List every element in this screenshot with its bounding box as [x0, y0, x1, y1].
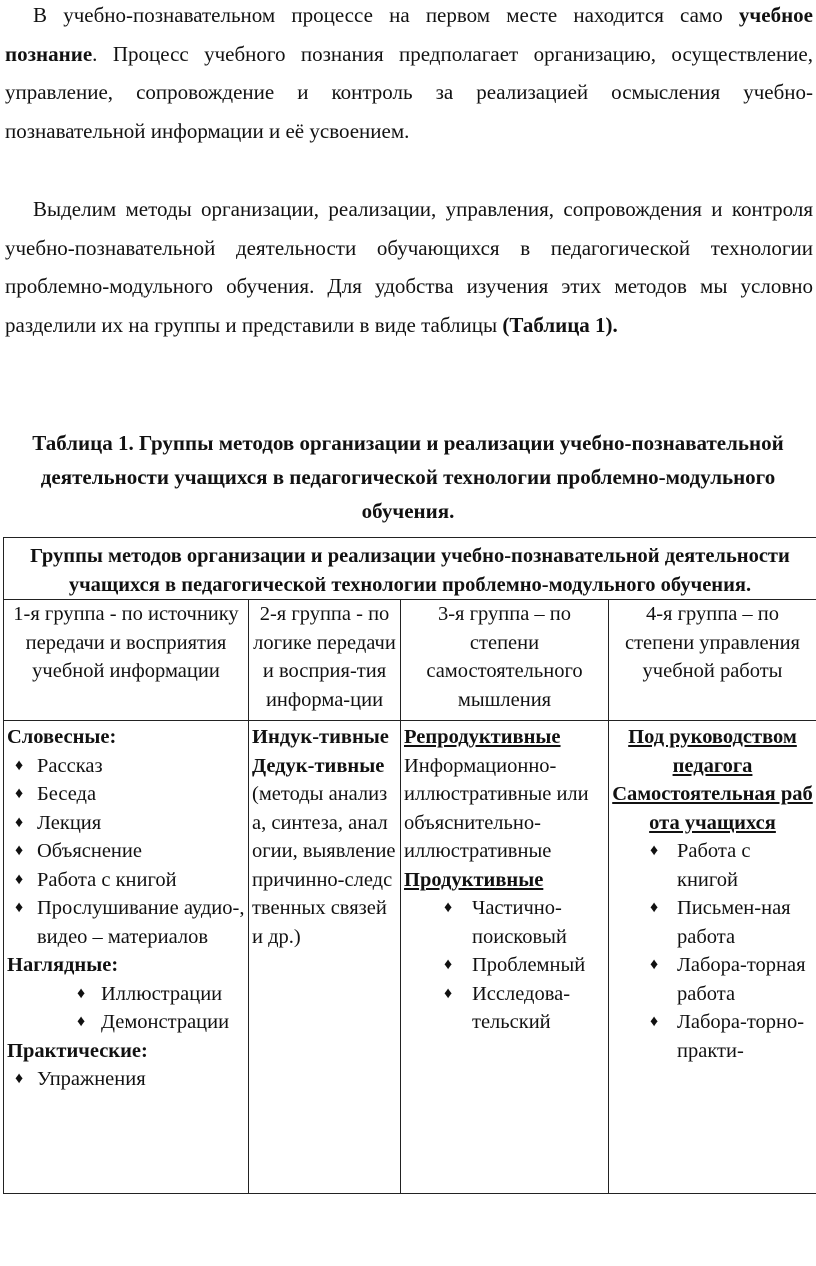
verbal-methods-list — [7, 752, 245, 952]
independent-work-title: Самостоятельная работа учащихся — [612, 783, 813, 834]
practical-methods-list — [7, 1065, 245, 1094]
list-item: ♦ Иллюстрации — [7, 980, 245, 1009]
methods-paragraph — [5, 190, 813, 344]
intro-text-1: В учебно-познавательном процессе на первом месте находится само — [33, 3, 739, 27]
logic-methods-note: (методы анализа, синтеза, аналогии, выявление причинно-следственных связей и др.) — [252, 783, 396, 948]
column-header-1: 1-я группа - по источнику передачи и восприятия учебной информации — [4, 600, 249, 721]
methods-table — [3, 537, 816, 1194]
diamond-bullet-icon: ♦ — [650, 842, 659, 859]
table-reference: (Таблица 1). — [502, 312, 618, 337]
list-item: ♦ Прослушивание аудио-, видео – материалов — [7, 894, 245, 951]
table-header-row — [4, 538, 816, 600]
diamond-bullet-icon: ♦ — [444, 956, 453, 973]
list-item: ♦ Работа с книгой — [7, 866, 245, 895]
column-header-2: 2-я группа - по логике передачи и восприя-тия информа-ции — [249, 600, 401, 721]
diamond-bullet-icon: ♦ — [650, 899, 659, 916]
reproductive-title: Репродуктивные — [404, 726, 561, 748]
diamond-bullet-icon: ♦ — [15, 813, 24, 831]
diamond-bullet-icon: ♦ — [15, 842, 24, 859]
guided-work-title: Под руководством педагога — [628, 726, 797, 777]
list-item: ♦ Упражнения — [7, 1065, 245, 1094]
diamond-bullet-icon: ♦ — [77, 1013, 86, 1030]
diamond-bullet-icon: ♦ — [15, 785, 24, 802]
column-4-cell — [609, 721, 816, 1194]
diamond-bullet-icon: ♦ — [15, 870, 24, 888]
methods-text: Выделим методы организации, реализации, управления, сопровождения и контроля учебно-познавательной деятельности обучающихся в педагогической технологии проблемно-модульного обучения. Для удобства изучения этих методов мы условно разделили их на группы и представили в виде таблицы — [5, 197, 813, 337]
list-item: ♦ Лекция — [7, 809, 245, 838]
list-item: ♦ Беседа — [7, 780, 245, 809]
intro-paragraph — [5, 0, 813, 150]
reproductive-text: Информационно-иллюстративные или объяснительно-иллюстративные — [404, 754, 589, 862]
diamond-bullet-icon: ♦ — [444, 899, 453, 916]
list-item: ♦ Частично-поисковый — [404, 894, 605, 951]
table-column-headers — [4, 600, 816, 721]
diamond-bullet-icon: ♦ — [444, 984, 453, 1002]
management-methods-list — [612, 837, 813, 1065]
list-item: ♦ Письмен-ная работа — [612, 894, 813, 951]
list-item: ♦ Рассказ — [7, 752, 245, 781]
table-body-row — [4, 721, 816, 1194]
inductive-title: Индук-тивные — [252, 726, 389, 748]
diamond-bullet-icon: ♦ — [15, 756, 24, 774]
table-header-cell: Группы методов организации и реализации учебно-познавательной деятельности учащихся в педагогической технологии проблемно-модульного обучения. — [4, 538, 816, 600]
list-item: ♦ Демонстрации — [7, 1008, 245, 1037]
diamond-bullet-icon: ♦ — [15, 899, 24, 916]
list-item: ♦ Объяснение — [7, 837, 245, 866]
diamond-bullet-icon: ♦ — [77, 984, 86, 1002]
diamond-bullet-icon: ♦ — [650, 956, 659, 973]
column-2-cell — [249, 721, 401, 1194]
intro-bold-term: учебное познание — [5, 3, 813, 66]
column-header-4: 4-я группа – по степени управления учебной работы — [609, 600, 816, 721]
practical-group-title: Практические: — [7, 1039, 148, 1062]
list-item: ♦ Лабора-торная работа — [612, 951, 813, 1008]
visual-group-title: Наглядные: — [7, 954, 119, 976]
visual-methods-list — [7, 980, 245, 1037]
table-caption: Таблица 1. Группы методов организации и реализации учебно-познавательной деятельности учащихся в педагогической технологии проблемно-модульного обучения. — [32, 431, 784, 523]
list-item: ♦ Лабора-торно-практи- — [612, 1008, 813, 1065]
column-3-cell — [401, 721, 609, 1194]
list-item: ♦ Исследова-тельский — [404, 980, 605, 1037]
list-item: ♦ Работа с книгой — [612, 837, 813, 894]
verbal-group-title: Словесные: — [7, 726, 117, 748]
column-1-cell — [4, 721, 249, 1194]
column-header-3: 3-я группа – по степени самостоятельного мышления — [401, 600, 609, 721]
deductive-title: Дедук-тивные — [252, 754, 385, 777]
productive-title: Продуктивные — [404, 868, 544, 891]
list-item: ♦ Проблемный — [404, 951, 605, 980]
productive-methods-list — [404, 894, 605, 1037]
intro-text-2: . Процесс учебного познания предполагает организацию, осуществление, управление, сопровождение и контроль за реализацией осмысления учебно-познавательной информации и её усвоением. — [5, 41, 813, 143]
diamond-bullet-icon: ♦ — [15, 1070, 24, 1087]
diamond-bullet-icon: ♦ — [650, 1013, 659, 1030]
